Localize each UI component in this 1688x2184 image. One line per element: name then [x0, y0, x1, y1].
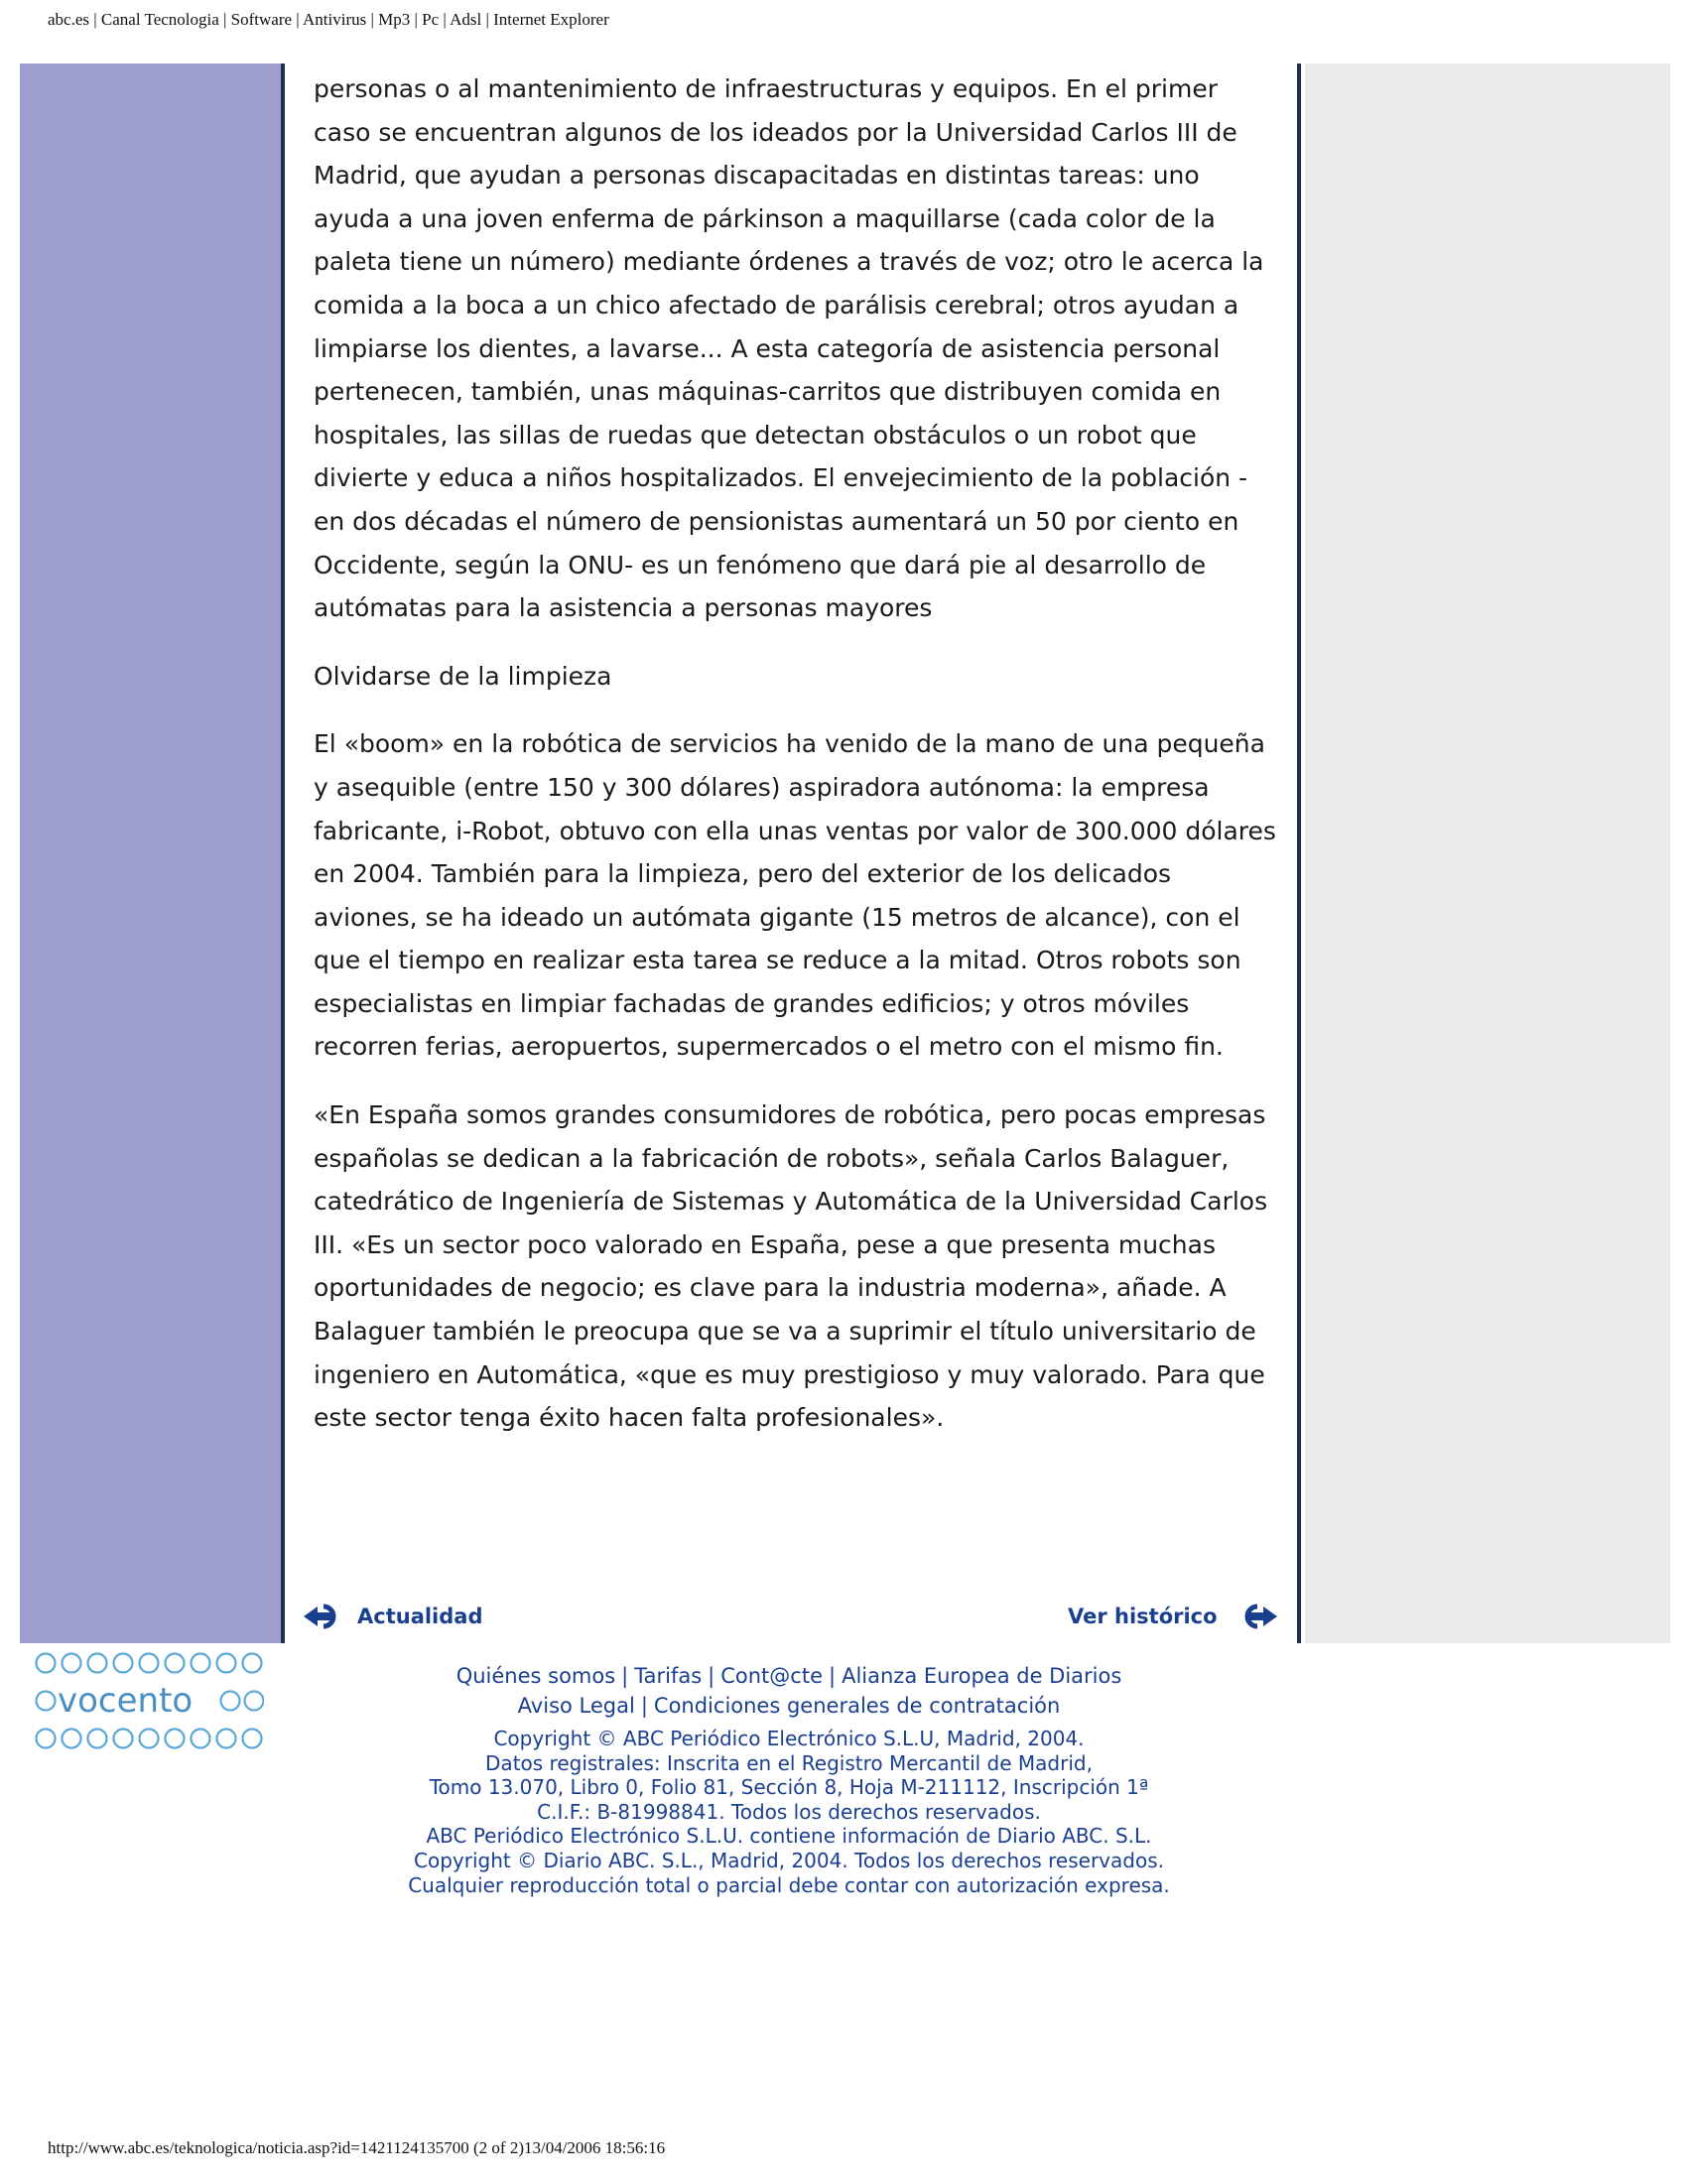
back-link-label: Actualidad — [357, 1605, 483, 1628]
right-sidebar — [1305, 64, 1670, 1643]
print-header: abc.es | Canal Tecnologia | Software | Antivirus | Mp3 | Pc | Adsl | Internet Explorer — [48, 10, 609, 29]
logo-circle — [243, 1654, 262, 1673]
link-tarifas[interactable]: Tarifas — [634, 1664, 703, 1688]
footer-links-row-1: Quiénes somos | Tarifas | Cont@cte | Alianza Europea de Diarios — [455, 1664, 1122, 1688]
vocento-logo — [34, 1649, 264, 1752]
logo-circle — [140, 1654, 159, 1673]
arrow-right-icon — [1228, 1602, 1279, 1631]
logo-circle — [245, 1692, 264, 1711]
logo-circle — [217, 1654, 236, 1673]
legal-line: C.I.F.: B-81998841. Todos los derechos reservados. — [537, 1799, 1041, 1824]
arrow-left-icon — [302, 1602, 353, 1631]
left-sidebar — [20, 64, 281, 1643]
legal-line: Datos registrales: Inscrita en el Registro Mercantil de Madrid, — [485, 1750, 1093, 1775]
forward-link-label: Ver histórico — [1068, 1605, 1218, 1628]
article-paragraph: El «boom» en la robótica de servicios ha venido de la mano de una pequeña y asequible (entre 150 y 300 dólares) aspiradora autónoma: la empresa fabricante, i-Robot, obtuvo con ella unas ventas por valor de 300.000 dólares en 2004. También para la limpieza, pero del exterior de los delicados aviones, se ha ideado un autómata gigante (15 metros de alcance), con el que el tiempo en realizar esta tarea se reduce a la mitad. Otros robots son especialistas en limpiar fachadas de grandes edificios; y otros móviles recorren ferias, aeropuertos, supermercados o el metro con el mismo fin. — [314, 729, 1276, 1062]
logo-circle — [37, 1730, 56, 1748]
left-divider — [281, 64, 285, 1643]
logo-circle — [243, 1730, 262, 1748]
print-footer-url: http://www.abc.es/teknologica/noticia.asp?id=1421124135700 (2 of 2)13/04/2006 18:56:16 — [48, 2138, 666, 2157]
footer-links — [288, 1661, 1290, 1721]
logo-circle — [37, 1654, 56, 1673]
logo-circle — [114, 1654, 133, 1673]
logo-circle — [166, 1654, 185, 1673]
logo-circle — [221, 1692, 240, 1711]
legal-line: Tomo 13.070, Libro 0, Folio 81, Sección 8, Hoja M-211112, Inscripción 1ª — [429, 1775, 1149, 1800]
article-subheading: Olvidarse de la limpieza — [314, 661, 612, 691]
back-to-actualidad-link[interactable] — [302, 1602, 483, 1631]
legal-line: Copyright © Diario ABC. S.L., Madrid, 2004. Todos los derechos reservados. — [414, 1848, 1164, 1872]
legal-line: Cualquier reproducción total o parcial debe contar con autorización expresa. — [408, 1872, 1170, 1897]
link-aviso-legal[interactable]: Aviso Legal — [517, 1694, 635, 1718]
logo-circle — [192, 1730, 210, 1748]
article-paragraph: personas o al mantenimiento de infraestructuras y equipos. En el primer caso se encuentran algunos de los ideados por la Universidad Carlos III de Madrid, que ayudan a personas discapacitadas en distintas tareas: uno ayuda a una joven enferma de párkinson a maquillarse (cada color de la paleta tiene un número) mediante órdenes a través de voz; otro le acerca la comida a la boca a un chico afectado de parálisis cerebral; otros ayudan a limpiarse los dientes, a lavarse... A esta categoría de asistencia personal pertenecen, también, unas máquinas-carritos que distribuyen comida en hospitales, las sillas de ruedas que detectan obstáculos o un robot que divierte y educa a niños hospitalizados. El envejecimiento de la población -en dos décadas el número de pensionistas aumentará un 50 por ciento en Occidente, según la ONU- es un fenómeno que dará pie al desarrollo de autómatas para la asistencia a personas mayores — [314, 74, 1264, 623]
link-contacte[interactable]: Cont@cte — [720, 1664, 823, 1688]
logo-circle — [63, 1730, 81, 1748]
logo-circle — [166, 1730, 185, 1748]
logo-circle — [140, 1730, 159, 1748]
logo-circle — [192, 1654, 210, 1673]
logo-circle — [114, 1730, 133, 1748]
link-alianza-europea[interactable]: Alianza Europea de Diarios — [842, 1664, 1122, 1688]
legal-line: ABC Periódico Electrónico S.L.U. contiene información de Diario ABC. S.L. — [426, 1824, 1152, 1849]
article-body — [314, 67, 1276, 1465]
logo-circle — [63, 1654, 81, 1673]
logo-circle — [37, 1692, 56, 1711]
link-quienes-somos[interactable]: Quiénes somos — [455, 1664, 616, 1688]
logo-circle — [88, 1654, 107, 1673]
right-divider — [1297, 64, 1301, 1643]
article-paragraph: «En España somos grandes consumidores de robótica, pero pocas empresas españolas se dedican a la fabricación de robots», señala Carlos Balaguer, catedrático de Ingeniería de Sistemas y Automática de la Universidad Carlos III. «Es un sector poco valorado en España, pese a que presenta muchas oportunidades de negocio; es clave para la industria moderna», añade. A Balaguer también le preocupa que se va a suprimir el título universitario de ingeniero en Automática, «que es muy prestigioso y muy valorado. Para que este sector tenga éxito hacen falta profesionales». — [314, 1100, 1268, 1433]
logo-circle — [217, 1730, 236, 1748]
footer-links-row-2: Aviso Legal | Condiciones generales de contratación — [517, 1694, 1061, 1718]
link-condiciones-generales[interactable]: Condiciones generales de contratación — [653, 1694, 1061, 1718]
logo-circle — [88, 1730, 107, 1748]
legal-line: Copyright © ABC Periódico Electrónico S.L.U, Madrid, 2004. — [493, 1727, 1085, 1750]
legal-notice — [288, 1727, 1290, 1897]
ver-historico-link[interactable] — [1068, 1602, 1279, 1631]
vocento-wordmark: vocento — [58, 1681, 194, 1721]
